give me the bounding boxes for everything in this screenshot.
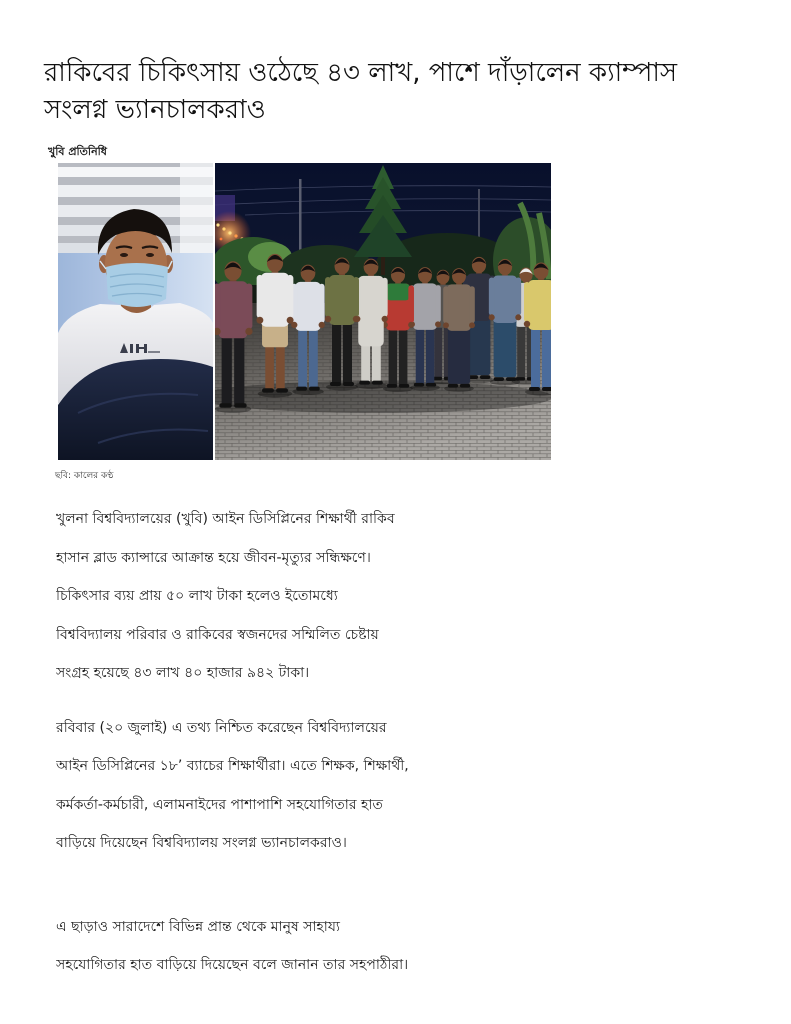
paragraph-line: বাড়িয়ে দিয়েছেন বিশ্ববিদ্যালয় সংলগ্ন ভ্যানচালকরাও।	[56, 835, 347, 851]
article-headline: রাকিবের চিকিৎসায় ওঠেছে ৪৩ লাখ, পাশে দাঁড়ালেন ক্যাম্পাস সংলগ্ন ভ্যানচালকরাও	[44, 58, 678, 125]
paragraph-line: সহযোগিতার হাত বাড়িয়ে দিয়েছেন বলে জানান তার সহপাঠীরা।	[56, 957, 409, 973]
paragraph-line: রবিবার (২০ জুলাই) এ তথ্য নিশ্চিত করেছেন বিশ্ববিদ্যালয়ের	[56, 719, 387, 736]
photo-caption: ছবি: কালের কণ্ঠ	[55, 471, 114, 481]
article-byline: খুবি প্রতিনিধি	[48, 145, 107, 158]
paragraph	[56, 709, 756, 863]
paragraph	[56, 908, 756, 985]
paragraph-line: কর্মকর্তা-কর্মচারী, এলামনাইদের পাশাপাশি সহযোগিতার হাত	[56, 796, 383, 813]
paragraph-line: চিকিৎসার ব্যয় প্রায় ৫০ লাখ টাকা হলেও ইতোমধ্যে	[56, 588, 338, 604]
article-body	[56, 500, 756, 985]
paragraph-line: বিশ্ববিদ্যালয় পরিবার ও রাকিবের স্বজনদের সম্মিলিত চেষ্টায়	[56, 626, 379, 643]
paragraph-line: খুলনা বিশ্ববিদ্যালয়ের (খুবি) আইন ডিসিপ্লিনের শিক্ষার্থী রাকিব	[56, 511, 395, 527]
face-mask	[100, 261, 172, 307]
article-photo	[58, 163, 551, 460]
paragraph-line: আইন ডিসিপ্লিনের ১৮’ ব্যাচের শিক্ষার্থীরা। এতে শিক্ষক, শিক্ষার্থী,	[56, 758, 409, 774]
paragraph-line: হাসান ব্লাড ক্যান্সারে আক্রান্ত হয়ে জীবন-মৃত্যুর সন্ধিক্ষণে।	[56, 549, 371, 566]
paragraph-line: এ ছাড়াও সারাদেশে বিভিন্ন প্রান্ত থেকে মানুষ সাহায্য	[56, 918, 340, 935]
paragraph	[56, 500, 756, 693]
patient-photo	[58, 163, 213, 460]
paragraph-line: সংগ্রহ হয়েছে ৪৩ লাখ ৪০ হাজার ৯৪২ টাকা।	[56, 665, 310, 681]
group-photo	[215, 163, 551, 460]
